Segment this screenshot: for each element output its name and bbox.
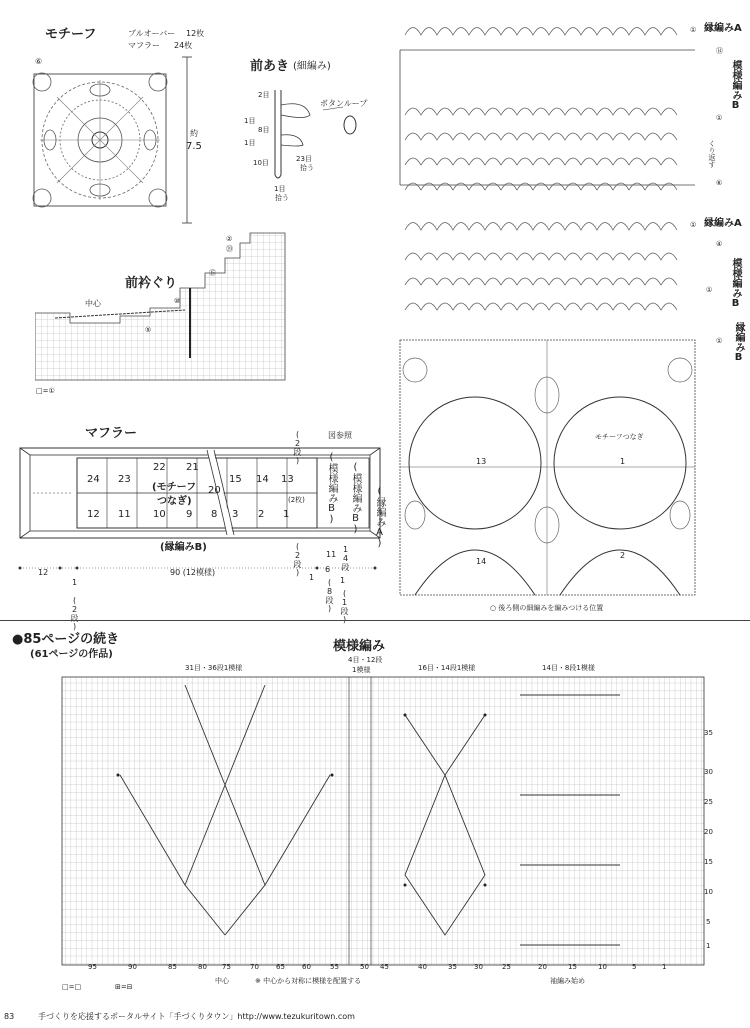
size-value: 7.5 (186, 141, 202, 152)
chart-row-30: 30 (704, 768, 713, 776)
muffler-edge-b: (縁編みB) (160, 542, 207, 553)
chart-group-4: 14目・8段1模様 (542, 664, 595, 672)
dim-1-a: 1 (309, 573, 315, 582)
muffler-cell-2: 2 (258, 509, 265, 520)
dim-6: 6 (325, 565, 331, 574)
dim-2-top: (2段) (293, 430, 302, 465)
chart-col-25: 25 (502, 963, 511, 971)
rd-mark-6: ④ (716, 240, 723, 248)
dim-90: 90 (12模様) (170, 568, 216, 577)
dim-14: 14段 (341, 545, 350, 571)
rd-mark-2: ⑭ (716, 47, 723, 55)
right-pattern-b-1: 模様編みB (730, 60, 741, 111)
motif-size-line (180, 55, 194, 225)
chart-row-25: 25 (704, 798, 713, 806)
fn-mark-1: ② (226, 235, 233, 243)
right-edge-a-2: 縁編みA (704, 218, 742, 229)
chart-title: 模様編み (333, 639, 386, 654)
rd-mark-1: ① (690, 26, 697, 34)
chart-col-35: 35 (448, 963, 457, 971)
chart-col-20: 20 (538, 963, 547, 971)
dim-1-c: (1段) (340, 589, 349, 624)
chart-legend-1: □=□ (62, 983, 82, 991)
muffler-pattern-b-1: (模様編みB) (326, 452, 337, 525)
muffler-cell-14: 14 (256, 474, 269, 485)
fo-row-7: 1目 (274, 185, 286, 193)
dim-1-b: 1 (340, 576, 346, 585)
chart-col-95: 95 (88, 963, 97, 971)
chart-column-numbers (62, 964, 707, 974)
front-opening-title: 前あき (250, 59, 290, 74)
muffler-cell-11: 11 (118, 509, 131, 520)
right-edge-a-1: 縁編みA (704, 23, 742, 34)
chart-col-5: 5 (632, 963, 637, 971)
section-bullet: ●85ページの続き (12, 632, 120, 647)
dim-1-2b: (2段) (293, 542, 302, 577)
motif-crochet-diagram (20, 57, 180, 220)
muffler-cell-12: 12 (87, 509, 100, 520)
front-neck-title: 前衿ぐり (125, 276, 178, 291)
front-neck-chart (35, 228, 290, 388)
rd-mark-8: ① (716, 337, 723, 345)
chart-col-40: 40 (418, 963, 427, 971)
chart-group-2a: 4目・12段 (348, 656, 383, 664)
rd-mark-4: ⑥ (716, 179, 723, 187)
chart-group-3: 16目・14段1模様 (418, 664, 476, 672)
muffler-cell-10: 10 (153, 509, 166, 520)
chart-col-55: 55 (330, 963, 339, 971)
section-sub: (61ページの作品) (30, 649, 113, 660)
muffler-cell-8: 8 (211, 509, 218, 520)
chart-col-90: 90 (128, 963, 137, 971)
chart-col-50: 50 (360, 963, 369, 971)
motif-join-label: モチーフつなぎ (595, 433, 644, 441)
muffler-count: 24枚 (174, 41, 193, 50)
chart-row-35: 35 (704, 729, 713, 737)
join-cell-13: 13 (476, 457, 487, 466)
chart-col-30: 30 (474, 963, 483, 971)
fn-mark-4: ⑩ (174, 297, 181, 305)
muffler-title: マフラー (85, 426, 138, 441)
muffler-two-pieces: (2枚) (288, 496, 305, 504)
pullover-count: 12枚 (186, 29, 205, 38)
pullover-label: プルオーバー (128, 29, 176, 38)
front-opening-diagram (265, 85, 368, 185)
muffler-edge-a: (縁編みA) (374, 486, 385, 549)
muffler-cell-24: 24 (87, 474, 100, 485)
chart-col-75: 75 (222, 963, 231, 971)
size-approx: 約 (190, 129, 198, 138)
section-divider (0, 620, 750, 621)
muffler-cell-3: 3 (232, 509, 239, 520)
chart-col-85: 85 (168, 963, 177, 971)
fo-pick-note: 拾う (300, 164, 314, 172)
chart-col-15: 15 (568, 963, 577, 971)
muffler-cell-9: 9 (186, 509, 193, 520)
fo-row-2: 1目 (244, 117, 256, 125)
chart-row-20: 20 (704, 828, 713, 836)
chart-col-10: 10 (598, 963, 607, 971)
muffler-label: マフラー (128, 41, 160, 50)
round-mark: ⑥ (35, 57, 43, 66)
muffler-dimension-line (15, 562, 385, 574)
edge-pattern-diagram-top (395, 10, 705, 200)
chart-row-5: 5 (706, 918, 711, 926)
chart-group-1: 31目・36段1模様 (185, 664, 243, 672)
muffler-cell-20: 20 (208, 485, 221, 496)
muffler-cell-23: 23 (118, 474, 131, 485)
join-cell-14: 14 (476, 557, 487, 566)
fo-row-4: 1目 (244, 139, 256, 147)
footer-text: 手づくりを応援するポータルサイト「手づくりタウン」http://www.tezukuritown.com (38, 1012, 355, 1021)
chart-col-80: 80 (198, 963, 207, 971)
fn-mark-2: ⑳ (226, 245, 233, 253)
chart-center-label: 中心 (215, 977, 229, 985)
chart-col-60: 60 (302, 963, 311, 971)
motif-title: モチーフ (45, 27, 97, 42)
dim-12: 12 (38, 568, 49, 577)
dim-11: 11 (326, 550, 337, 559)
join-cell-1: 1 (620, 457, 626, 466)
chart-legend-2: ⊞=⊟ (115, 983, 133, 991)
join-cell-2: 2 (620, 551, 626, 560)
fo-row-3: 8目 (258, 126, 270, 134)
knitting-chart-grid (60, 675, 710, 975)
muffler-motif-join-2: つなぎ) (157, 496, 192, 507)
muffler-motif-join: (モチーフ (152, 482, 197, 493)
chart-col-70: 70 (250, 963, 259, 971)
right-note: ○ 後ろ側の細編みを編みつける位置 (490, 604, 604, 612)
front-neck-center: 中心 (85, 299, 101, 308)
fo-row-1: 2目 (258, 91, 270, 99)
chart-row-10: 10 (704, 888, 713, 896)
motif-join-diagram (395, 205, 705, 600)
rd-mark-7: ① (706, 286, 713, 294)
muffler-cell-13: 13 (281, 474, 294, 485)
muffler-cell-15: 15 (229, 474, 242, 485)
chart-col-45: 45 (380, 963, 389, 971)
right-edge-b: 縁編みB (733, 322, 744, 363)
fo-pick-note-2: 拾う (275, 194, 289, 202)
muffler-cell-1: 1 (283, 509, 290, 520)
muffler-pattern-b-2: (模様編みB) (350, 462, 361, 535)
chart-row-15: 15 (704, 858, 713, 866)
chart-note: ※ 中心から対称に模様を配置する (255, 977, 362, 985)
rd-mark-5: ① (690, 221, 697, 229)
fo-row-5: 10目 (253, 159, 269, 167)
dim-8: (8段) (325, 578, 334, 613)
fo-row-6: 23目 (296, 155, 312, 163)
dim-1-2: 1 (2段) (70, 578, 79, 631)
right-pattern-b-2: 模様編みB (730, 258, 741, 309)
page-number: 83 (4, 1012, 15, 1021)
muffler-cell-22: 22 (153, 462, 166, 473)
front-neck-legend: □=① (36, 387, 55, 395)
chart-col-65: 65 (276, 963, 285, 971)
button-loop-label: ボタンループ (320, 99, 368, 108)
chart-group-2b: 1模様 (352, 666, 371, 674)
front-opening-subtitle: (細編み) (293, 61, 331, 72)
rd-mark-3: ① (716, 114, 723, 122)
chart-row-1: 1 (706, 942, 711, 950)
see-diagram: 図参照 (328, 431, 352, 440)
chart-col-1: 1 (662, 963, 667, 971)
right-repeat: くり返す (708, 140, 716, 168)
chart-start-label: 袖編み始め (550, 977, 585, 985)
muffler-cell-21: 21 (186, 462, 199, 473)
